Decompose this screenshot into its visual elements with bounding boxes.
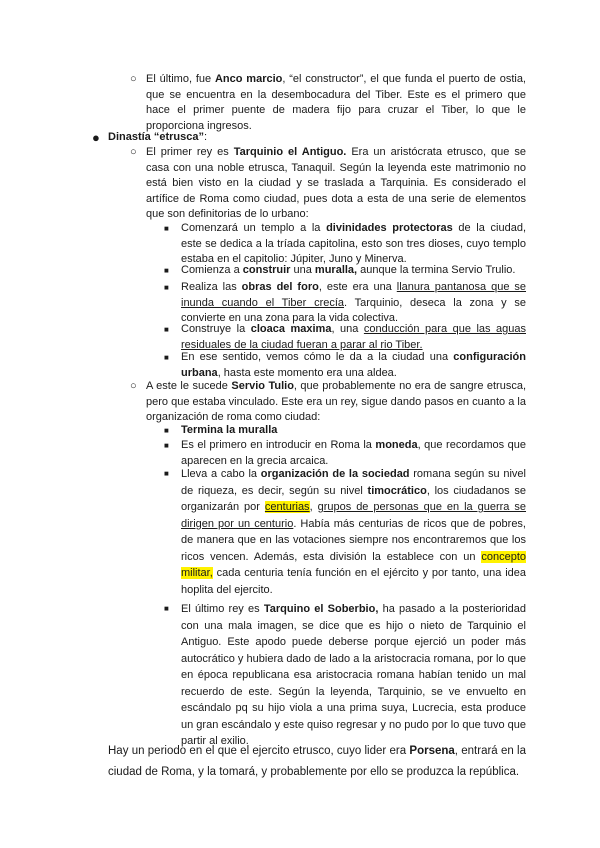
servio-tulio-item	[146, 379, 526, 426]
text: Construye la	[181, 323, 251, 335]
bold-text: timocrático	[367, 484, 427, 497]
text: , que recordamos que aparecen en la grecia arcaica.	[181, 439, 526, 467]
bold-text: organización de la sociedad	[260, 468, 410, 480]
coin-point	[181, 438, 526, 469]
bold-text: cloaca maxima	[250, 323, 332, 335]
text: Realiza las	[181, 281, 242, 293]
square-bullet-icon: ■	[164, 283, 169, 292]
forum-point	[181, 280, 526, 327]
text: romana según su nivel de riqueza, es decir, según su nivel	[181, 468, 526, 497]
bold-text: Tarquino el Soberbio,	[263, 603, 379, 615]
text: :	[203, 131, 208, 143]
text: El último, fue	[146, 73, 215, 85]
square-bullet-icon: ■	[164, 604, 169, 613]
underlined-text: llanura pantanosa que se inunda cuando el Tiber crecía	[181, 281, 527, 309]
bold-text: Porsena	[409, 745, 455, 757]
text: . Tarquinio, deseca la zona y se convierte en una zona para la vida colectiva.	[181, 296, 526, 324]
square-bullet-icon: ■	[164, 426, 169, 435]
circle-bullet-icon: ○	[130, 73, 137, 85]
square-bullet-icon: ■	[164, 353, 169, 362]
heading-text: Dinastía “etrusca”	[108, 131, 204, 143]
underlined-text: grupos de personas que en la guerra se dirigen por un centurio	[181, 501, 527, 530]
text: Es el primero en introducir en Roma la	[181, 439, 376, 451]
text: El último rey es	[181, 603, 264, 615]
sewer-point	[181, 322, 526, 353]
finish-wall-point	[181, 423, 526, 439]
soberbio-point	[181, 601, 526, 750]
text: ha pasado a la posterioridad con una mala imagen, se dice que es hijo o nieto de Tarquinio el Antiguo. Este apodo puede deberse porque ejerció un poder más autocrático y hubiera dado de lado a la aristocracia romana, por lo que en época republicana esa aristocracia romana habían tenido un mal recuerdo de este. Según la leyenda, Tarquinio, se ve envuelto en escándalo pq su hijo viola a una prima suya, Lucrecia, esta produce un gran escándalo y este quiso regresar y no pudo por lo que tuvo que partir al exilio.	[181, 603, 526, 747]
temple-point	[181, 221, 526, 268]
text: aunque la termina Servio Trulio.	[357, 264, 516, 276]
square-bullet-icon: ■	[164, 441, 169, 450]
bold-text: obras del foro	[241, 281, 319, 293]
ancus-name: Anco marcio	[214, 73, 283, 85]
highlighted-text: centurias	[264, 501, 310, 513]
wall-point	[181, 263, 526, 279]
bold-text: construir	[242, 264, 291, 276]
text: Comenzará un templo a la	[181, 222, 327, 234]
text: ,	[309, 501, 318, 513]
ancus-marcius-item	[146, 72, 526, 134]
king-name: Tarquinio el Antiguo.	[233, 146, 347, 158]
underlined-text: conducción para que las aguas residuales de la ciudad fueran a parar al rio Tiber.	[181, 323, 526, 351]
disc-bullet-icon: ●	[92, 130, 100, 145]
text: Era un aristócrata etrusco, que se casa con una noble etrusca, Tanaquil. Según la leyenda este matrimonio no está bien visto en la ciudad y se traslada a Tarquinia. Es considerado el artífice de Roma como ciudad, pues dota a esta de una serie de elementos que son definitorias de lo urbano:	[146, 146, 527, 220]
bold-text: Termina la muralla	[181, 424, 278, 436]
text: El primer rey es	[146, 146, 234, 158]
text: una	[290, 264, 315, 276]
closing-paragraph	[108, 741, 526, 783]
text: A este le sucede	[146, 380, 232, 392]
text: , una	[331, 323, 364, 335]
bold-text: moneda	[375, 439, 418, 451]
text: Lleva a cabo la	[181, 468, 261, 480]
etruscan-dynasty-heading	[108, 130, 508, 146]
circle-bullet-icon: ○	[130, 146, 137, 158]
text: . Había más centurias de ricos que de pobres, de manera que en las votaciones siempre nos encontraremos que los ricos vencen. Además, esta división la establece con un	[181, 517, 526, 563]
highlighted-text: concepto militar,	[181, 550, 526, 579]
bold-text: divinidades protectoras	[326, 222, 453, 234]
text: , hasta este momento era una aldea.	[217, 366, 397, 379]
bold-text: configuración urbana	[181, 351, 526, 379]
square-bullet-icon: ■	[164, 224, 169, 233]
urban-point	[181, 350, 526, 381]
square-bullet-icon: ■	[164, 469, 169, 478]
text: Hay un periodo en el que el ejercito etrusco, cuyo lider era	[108, 745, 410, 757]
text: cada centuria tenía función en el ejército y por tanto, una idea hoplita del ejercito.	[181, 567, 526, 596]
square-bullet-icon: ■	[164, 325, 169, 334]
society-point	[181, 466, 526, 598]
text: , entrará en la ciudad de Roma, y la tomará, y probablemente por ello se produzca la república.	[108, 745, 526, 778]
text: Comienza a	[181, 264, 243, 276]
tarquinio-antiguo-item	[146, 145, 526, 223]
text: , que probablemente no era de sangre etrusca, pero que estaba vinculado. Este era un rey, sigue dando pasos en cuanto a la organización de roma como ciudad:	[146, 380, 527, 423]
square-bullet-icon: ■	[164, 266, 169, 275]
text: En ese sentido, vemos cómo le da a la ciudad una	[181, 351, 454, 363]
king-name: Servio Tulio	[231, 380, 294, 392]
circle-bullet-icon: ○	[130, 380, 137, 392]
text: , “el constructor”, el que funda el puerto de ostia, que se encuentra en la desembocadura del Tiber. Este es el primero que hace el primer puente de madera fijo para cruzar el Tiber, lo que le proporciona ingresos.	[146, 73, 526, 132]
text: , este era una	[318, 281, 397, 293]
text: de la ciudad, este se dedica a la tríada capitolina, esto son tres dioses, cuyo templo estaba en el capitolio: Júpiter, Juno y Minerva.	[181, 222, 526, 265]
text: , los ciudadanos se organizarán por	[181, 484, 526, 513]
bold-text: muralla,	[314, 264, 358, 276]
